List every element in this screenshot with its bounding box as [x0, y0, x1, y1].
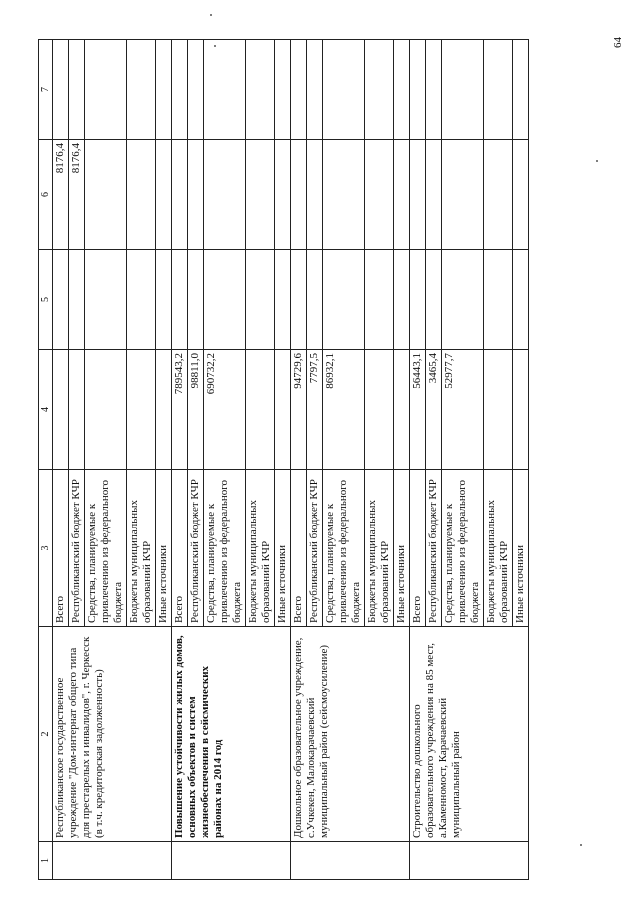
amount-cell	[426, 250, 442, 350]
amount-cell	[275, 40, 291, 140]
amount-cell	[156, 350, 172, 470]
budget-table-sheet	[38, 40, 602, 880]
funding-source-cell: Республиканский бюджет КЧР	[188, 470, 204, 627]
amount-cell	[394, 40, 410, 140]
amount-cell	[307, 250, 323, 350]
amount-cell	[246, 40, 275, 140]
amount-cell	[410, 140, 426, 250]
scan-speck	[580, 844, 582, 846]
amount-cell	[127, 350, 156, 470]
amount-cell: 7797,5	[307, 350, 323, 470]
amount-cell	[156, 40, 172, 140]
funding-source-cell: Всего	[291, 470, 307, 627]
amount-cell	[307, 140, 323, 250]
table-row	[291, 40, 307, 880]
funding-source-cell: Всего	[53, 470, 69, 627]
amount-cell: 789543,2	[172, 350, 188, 470]
amount-cell	[127, 250, 156, 350]
funding-source-cell: Всего	[172, 470, 188, 627]
funding-source-cell: Бюджеты муниципальных образований КЧР	[246, 470, 275, 627]
table-row	[410, 40, 426, 880]
column-header: 7	[39, 40, 53, 140]
amount-cell	[513, 140, 529, 250]
amount-cell	[188, 140, 204, 250]
amount-cell	[426, 40, 442, 140]
column-header: 2	[39, 627, 53, 842]
amount-cell: 98811,0	[188, 350, 204, 470]
amount-cell	[188, 40, 204, 140]
amount-cell	[156, 250, 172, 350]
amount-cell	[513, 40, 529, 140]
amount-cell	[172, 40, 188, 140]
amount-cell	[323, 140, 365, 250]
funding-source-cell: Средства, планируемые к привлечению из федерального бюджета	[442, 470, 484, 627]
amount-cell: 56443,1	[410, 350, 426, 470]
amount-cell: 8176,4	[53, 140, 69, 250]
amount-cell	[127, 40, 156, 140]
scan-speck	[210, 14, 212, 16]
amount-cell	[394, 250, 410, 350]
measure-name-cell: Республиканское государственное учреждение "Дом-интернат общего типа для престарелых и инвалидов", г. Черкесск (в т.ч. кредиторская задолженность)	[53, 627, 172, 842]
amount-cell	[426, 140, 442, 250]
amount-cell	[188, 250, 204, 350]
amount-cell	[365, 140, 394, 250]
amount-cell	[53, 40, 69, 140]
amount-cell	[484, 250, 513, 350]
amount-cell	[204, 140, 246, 250]
amount-cell: 690732,2	[204, 350, 246, 470]
amount-cell	[275, 250, 291, 350]
amount-cell	[172, 140, 188, 250]
row-number-cell	[410, 842, 529, 880]
scan-speck	[596, 160, 598, 162]
amount-cell: 94729,6	[291, 350, 307, 470]
table-row	[53, 40, 69, 880]
amount-cell	[204, 250, 246, 350]
amount-cell	[172, 250, 188, 350]
amount-cell	[394, 140, 410, 250]
amount-cell	[246, 350, 275, 470]
amount-cell	[394, 350, 410, 470]
funding-source-cell: Всего	[410, 470, 426, 627]
amount-cell	[484, 350, 513, 470]
scan-speck	[214, 45, 216, 47]
funding-source-cell: Бюджеты муниципальных образований КЧР	[484, 470, 513, 627]
column-header: 6	[39, 140, 53, 250]
amount-cell	[291, 250, 307, 350]
amount-cell	[291, 140, 307, 250]
amount-cell	[53, 350, 69, 470]
amount-cell	[365, 40, 394, 140]
measure-name-cell: Повышение устойчивости жилых домов, основных объектов и систем жизнеобеспечения в сейсмических районах на 2014 год	[172, 627, 291, 842]
amount-cell	[323, 250, 365, 350]
funding-source-cell: Средства, планируемые к привлечению из федерального бюджета	[323, 470, 365, 627]
funding-source-cell: Республиканский бюджет КЧР	[307, 470, 323, 627]
amount-cell	[246, 140, 275, 250]
amount-cell: 8176,4	[69, 140, 85, 250]
funding-source-cell: Иные источники	[513, 470, 529, 627]
amount-cell	[410, 250, 426, 350]
measure-name-cell: Строительство дошкольного образовательного учреждения на 85 мест, а.Каменномост, Карачаевский муниципальный район	[410, 627, 529, 842]
amount-cell	[69, 250, 85, 350]
funding-source-cell: Иные источники	[275, 470, 291, 627]
row-number-cell	[53, 842, 172, 880]
amount-cell	[275, 140, 291, 250]
amount-cell	[442, 140, 484, 250]
amount-cell	[85, 350, 127, 470]
amount-cell	[69, 40, 85, 140]
funding-source-cell: Средства, планируемые к привлечению из федерального бюджета	[85, 470, 127, 627]
funding-source-cell: Бюджеты муниципальных образований КЧР	[127, 470, 156, 627]
amount-cell	[410, 40, 426, 140]
amount-cell	[275, 350, 291, 470]
column-header: 3	[39, 470, 53, 627]
amount-cell	[442, 250, 484, 350]
amount-cell	[484, 140, 513, 250]
amount-cell	[85, 40, 127, 140]
funding-source-cell: Республиканский бюджет КЧР	[69, 470, 85, 627]
funding-source-cell: Средства, планируемые к привлечению из федерального бюджета	[204, 470, 246, 627]
amount-cell	[307, 40, 323, 140]
column-header: 4	[39, 350, 53, 470]
funding-source-cell: Бюджеты муниципальных образований КЧР	[365, 470, 394, 627]
amount-cell	[156, 140, 172, 250]
amount-cell	[127, 140, 156, 250]
column-header: 1	[39, 842, 53, 880]
amount-cell	[204, 40, 246, 140]
amount-cell	[85, 140, 127, 250]
page-number: 64	[612, 37, 624, 48]
column-number-row	[39, 40, 53, 880]
amount-cell	[365, 250, 394, 350]
column-header: 5	[39, 250, 53, 350]
amount-cell	[513, 350, 529, 470]
amount-cell	[85, 250, 127, 350]
amount-cell	[442, 40, 484, 140]
amount-cell: 3465,4	[426, 350, 442, 470]
amount-cell	[513, 250, 529, 350]
amount-cell: 52977,7	[442, 350, 484, 470]
table-row	[172, 40, 188, 880]
amount-cell	[365, 350, 394, 470]
amount-cell	[484, 40, 513, 140]
funding-source-cell: Республиканский бюджет КЧР	[426, 470, 442, 627]
row-number-cell	[291, 842, 410, 880]
budget-table	[38, 39, 529, 880]
row-number-cell	[172, 842, 291, 880]
amount-cell	[69, 350, 85, 470]
measure-name-cell: Дошкольное образовательное учреждение, с.Учкекен, Малокарачаевский муниципальный район (сейсмоусиление)	[291, 627, 410, 842]
amount-cell	[246, 250, 275, 350]
funding-source-cell: Иные источники	[394, 470, 410, 627]
amount-cell	[291, 40, 307, 140]
amount-cell	[53, 250, 69, 350]
amount-cell	[323, 40, 365, 140]
funding-source-cell: Иные источники	[156, 470, 172, 627]
amount-cell: 86932,1	[323, 350, 365, 470]
